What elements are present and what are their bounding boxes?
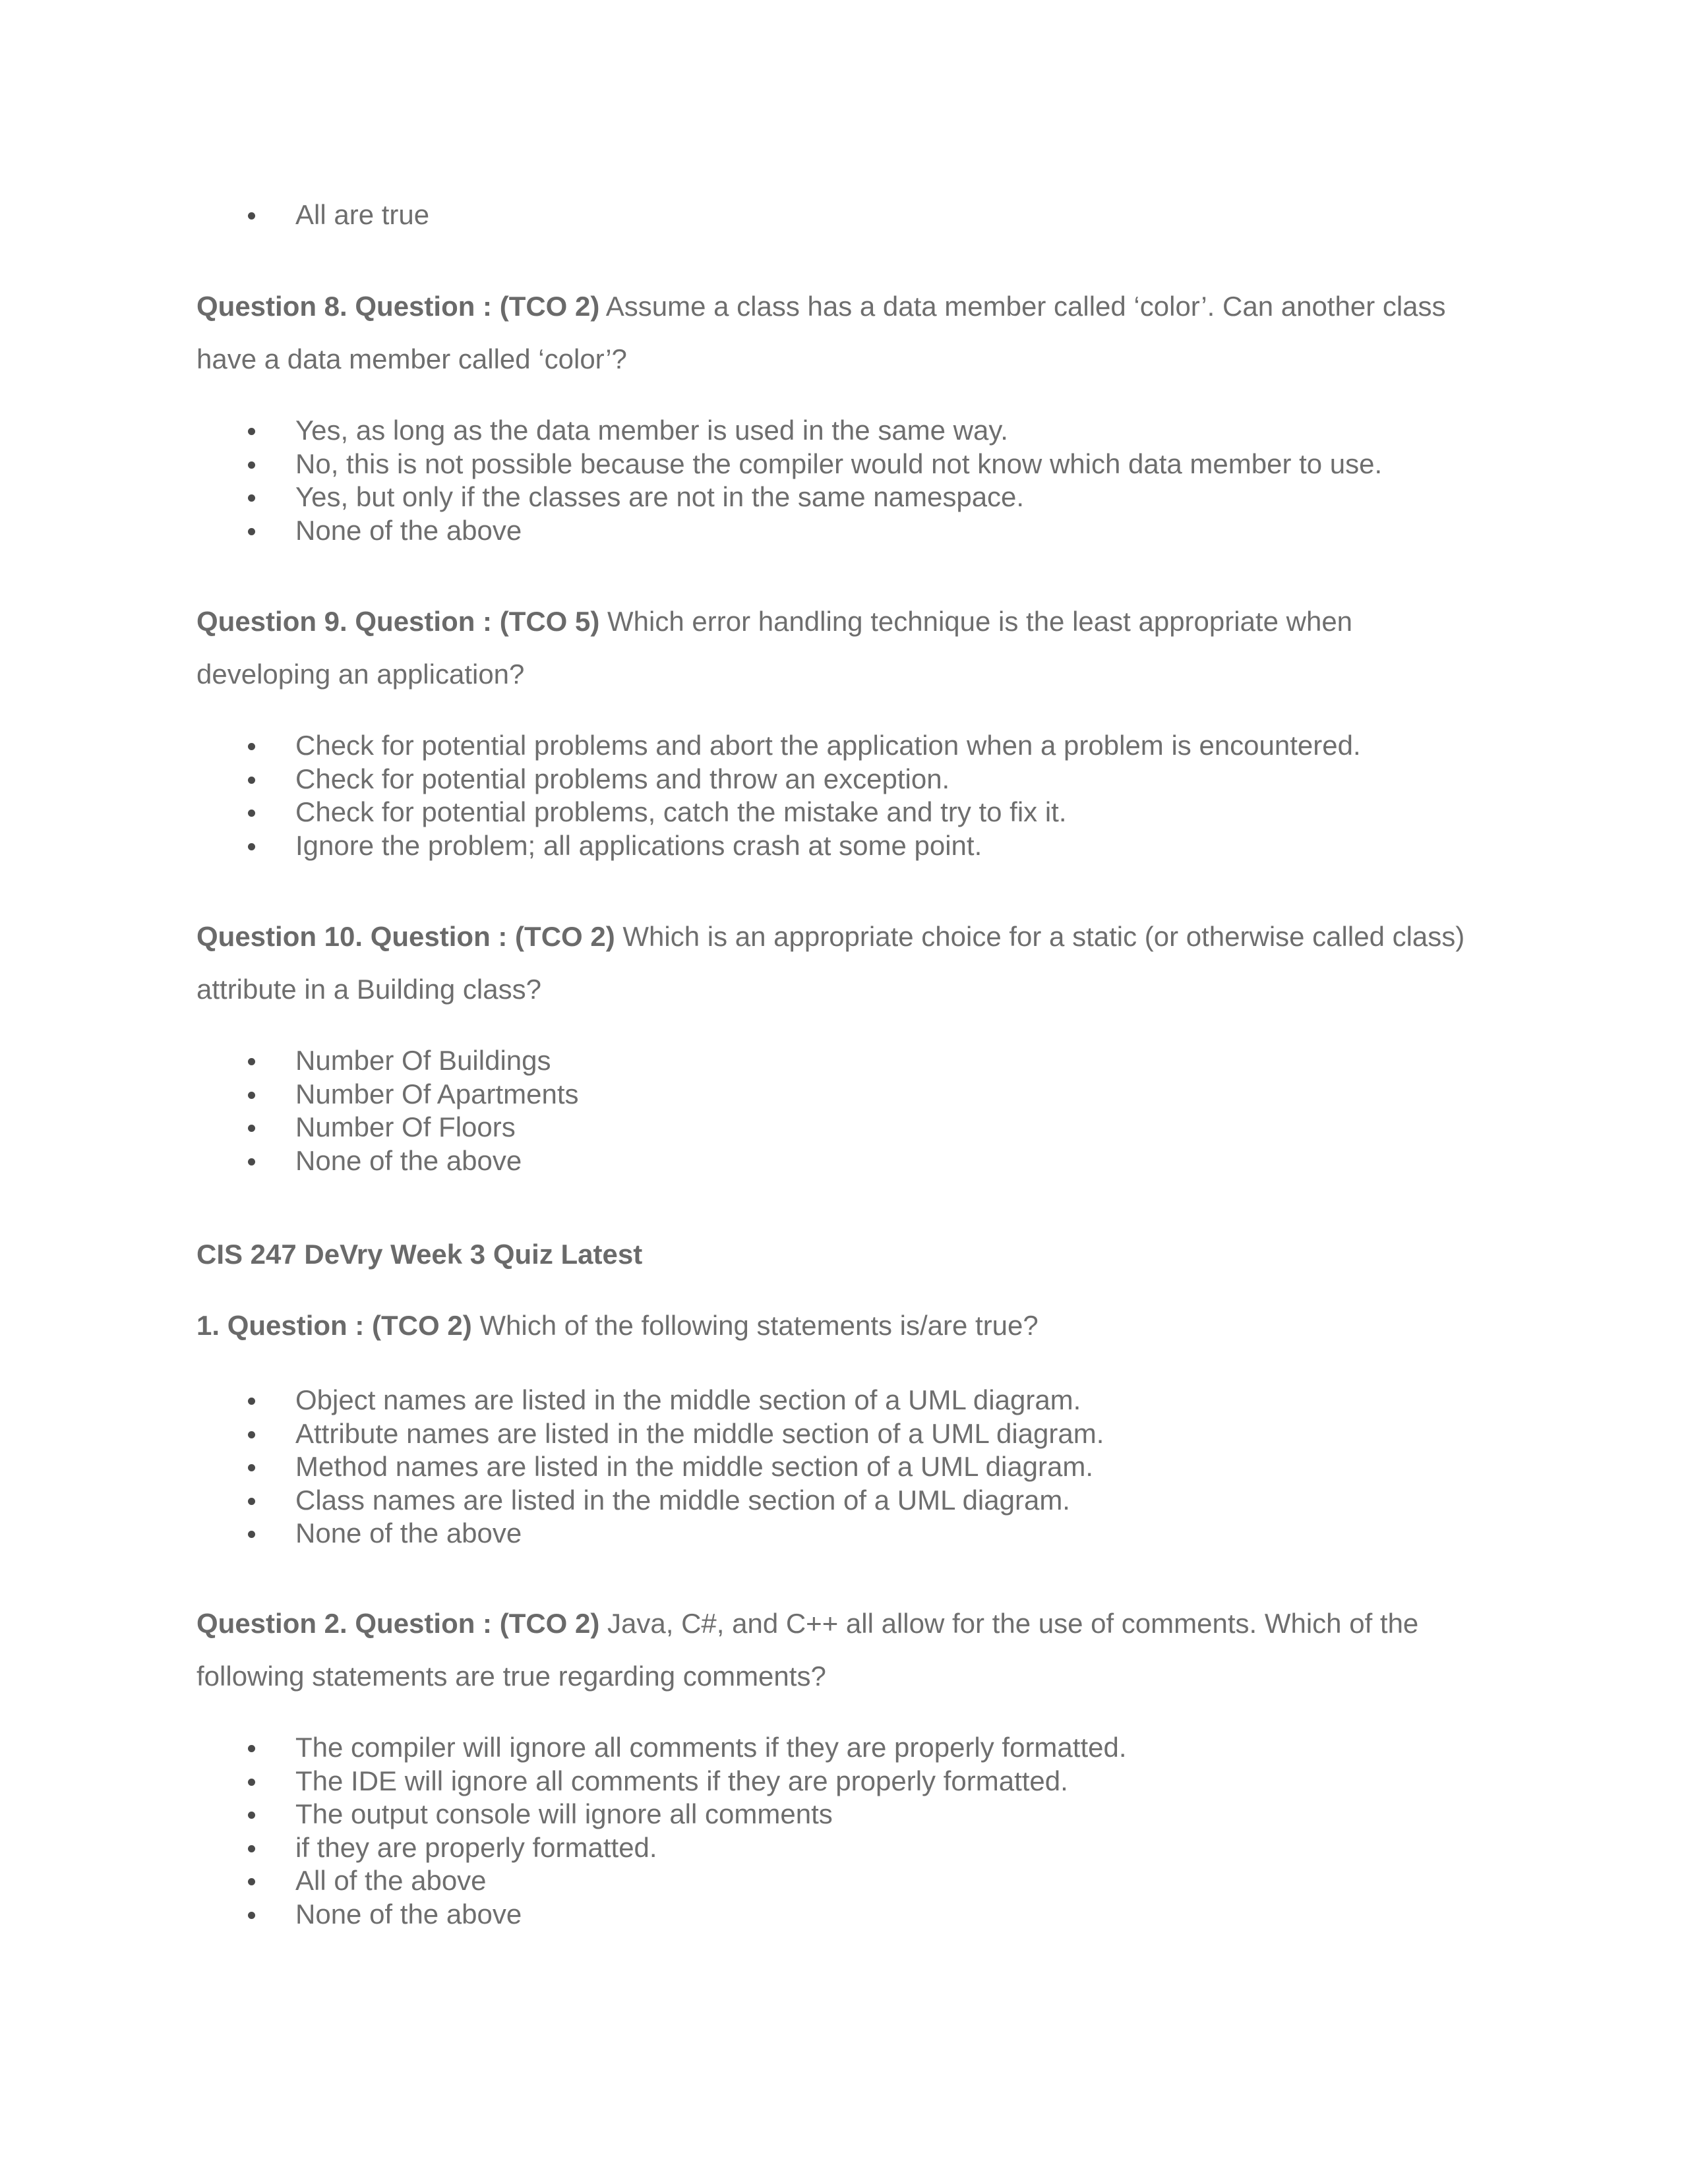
question-9-text: Which error handling technique is the least appropriate when developing an application? [196,606,1353,690]
bullet-icon [248,1058,255,1065]
list-item: Number Of Floors [196,1111,1515,1144]
bullet-icon [248,1158,255,1166]
bullet-icon [248,1912,255,1919]
week3-question-1 [196,1299,1515,1352]
week3-question-2-text: Java, C#, and C++ all allow for the use of comments. Which of the following statements are true regarding comments? [196,1608,1419,1692]
list-item: All of the above [196,1864,1515,1898]
list-item: The IDE will ignore all comments if they are properly formatted. [196,1765,1515,1798]
list-item: None of the above [196,1898,1515,1932]
list-item: Check for potential problems and throw an exception. [196,763,1515,796]
bullet-icon [248,1398,255,1405]
week3-question-1-prompt [196,1299,1489,1352]
bullet-icon [248,843,255,850]
week3-question-2 [196,1597,1515,1703]
bullet-icon [248,810,255,817]
list-item: Yes, but only if the classes are not in the same namespace. [196,481,1515,514]
bullet-icon [248,1464,255,1471]
section-heading: CIS 247 DeVry Week 3 Quiz Latest [196,1239,643,1270]
bullet-icon [248,428,255,435]
question-10-options [196,1044,1515,1177]
question-8-label: Question 8. Question : (TCO 2) [196,291,600,322]
list-item: None of the above [196,514,1515,548]
bullet-icon [248,1812,255,1819]
list-item: if they are properly formatted. [196,1831,1515,1865]
question-8-text: Assume a class has a data member called ‘color’. Can another class have a data member called ‘color’? [196,291,1446,374]
list-item: Class names are listed in the middle section of a UML diagram. [196,1484,1515,1518]
bullet-icon [248,494,255,502]
week3-question-1-label: 1. Question : (TCO 2) [196,1310,472,1341]
list-item: The compiler will ignore all comments if they are properly formatted. [196,1731,1515,1765]
week3-question-1-text: Which of the following statements is/are true? [471,1310,1039,1341]
bullet-icon [248,1431,255,1438]
bullet-icon [248,1531,255,1538]
bullet-icon [248,461,255,469]
question-10-text: Which is an appropriate choice for a static (or otherwise called class) attribute in a Building class? [196,921,1465,1005]
bullet-icon [248,212,255,220]
question-9-prompt [196,595,1489,701]
list-item: All are true [196,198,1515,232]
list-item: Number Of Apartments [196,1078,1515,1111]
bullet-icon [248,1779,255,1786]
bullet-icon [248,743,255,750]
list-item: Check for potential problems, catch the mistake and try to fix it. [196,796,1515,829]
bullet-icon [248,1878,255,1885]
question-9 [196,595,1515,701]
list-item: Yes, as long as the data member is used in the same way. [196,414,1515,448]
bullet-icon [248,1125,255,1132]
previous-question-options [196,198,1515,232]
bullet-icon [248,1498,255,1505]
list-item: No, this is not possible because the compiler would not know which data member to use. [196,448,1515,481]
list-item: None of the above [196,1144,1515,1178]
question-9-label: Question 9. Question : (TCO 5) [196,606,600,637]
question-10 [196,910,1515,1016]
bullet-icon [248,1092,255,1099]
question-8-prompt [196,280,1489,386]
question-10-prompt [196,910,1489,1016]
bullet-icon [248,777,255,784]
bullet-icon [248,1745,255,1752]
list-item: Method names are listed in the middle section of a UML diagram. [196,1450,1515,1484]
question-8-options [196,414,1515,547]
list-item: None of the above [196,1517,1515,1550]
bullet-icon [248,528,255,535]
week3-question-2-prompt [196,1597,1489,1703]
section-heading-block [196,1238,1515,1271]
list-item: Object names are listed in the middle section of a UML diagram. [196,1384,1515,1417]
question-10-label: Question 10. Question : (TCO 2) [196,921,615,952]
list-item: Number Of Buildings [196,1044,1515,1078]
list-item: Attribute names are listed in the middle section of a UML diagram. [196,1417,1515,1451]
week3-question-1-options [196,1384,1515,1550]
list-item: The output console will ignore all comments [196,1798,1515,1831]
question-9-options [196,729,1515,862]
list-item: Ignore the problem; all applications crash at some point. [196,829,1515,863]
list-item: Check for potential problems and abort the application when a problem is encountered. [196,729,1515,763]
bullet-icon [248,1845,255,1852]
week3-question-2-label: Question 2. Question : (TCO 2) [196,1608,600,1639]
week3-question-2-options [196,1731,1515,1931]
question-8 [196,280,1515,386]
